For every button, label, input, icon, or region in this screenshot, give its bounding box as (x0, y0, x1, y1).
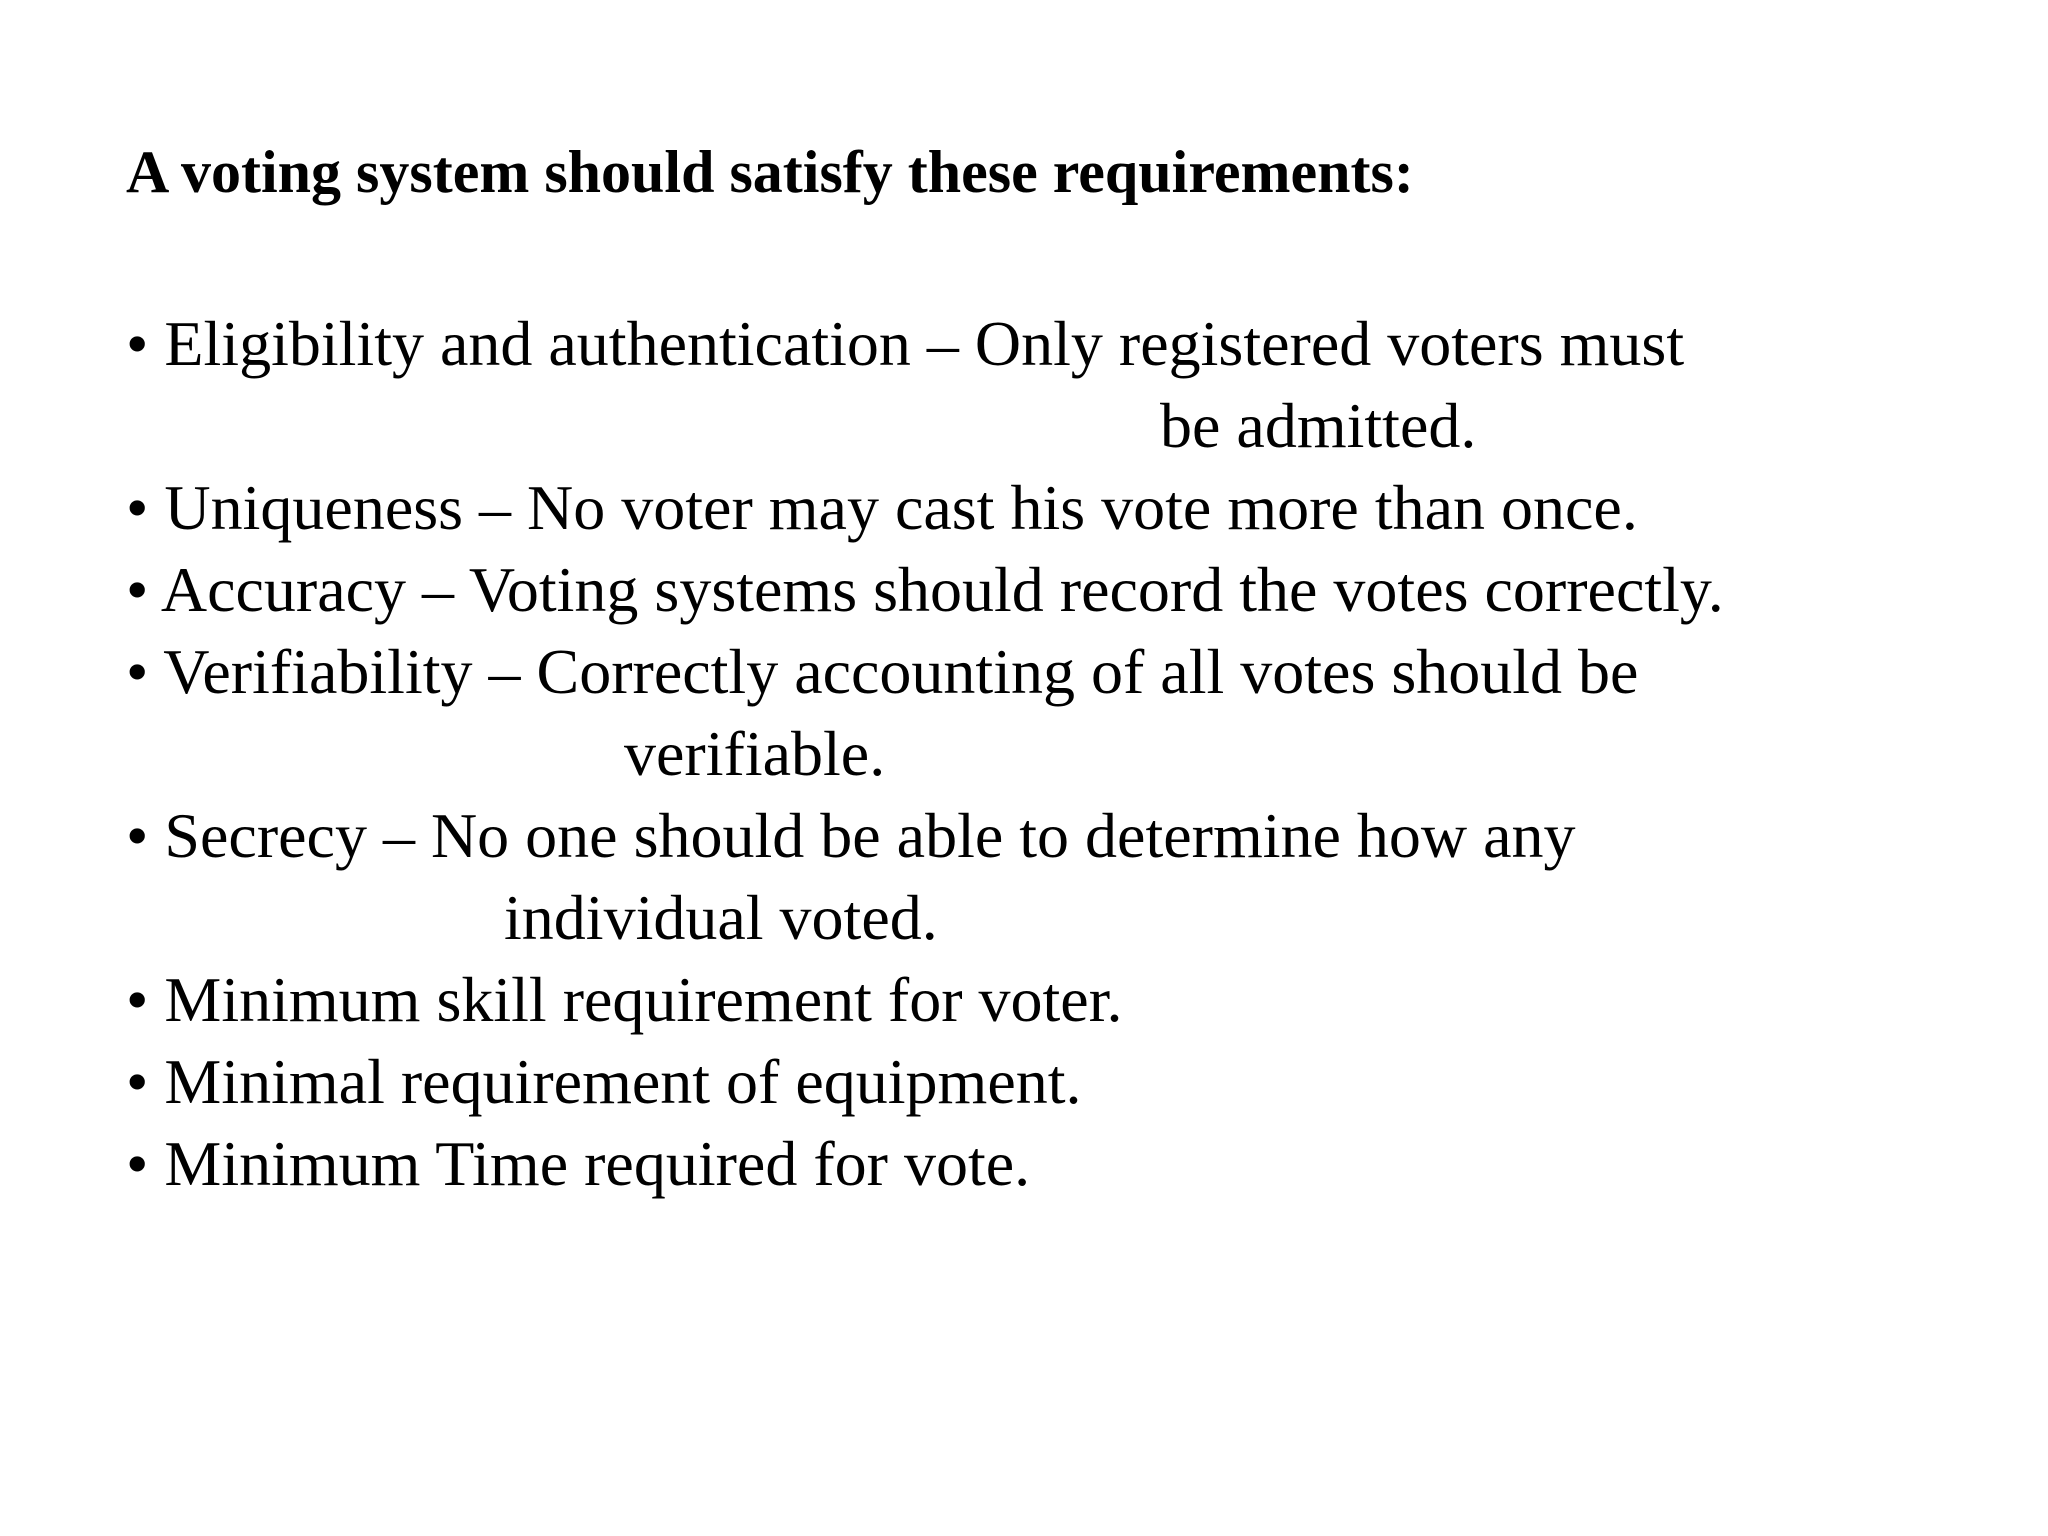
requirement-minimum-time: • Minimum Time required for vote. (126, 1128, 1031, 1199)
requirement-minimum-skill: • Minimum skill requirement for voter. (126, 964, 1123, 1035)
requirement-eligibility: • Eligibility and authentication – Only registered voters must (126, 308, 1685, 379)
requirement-secrecy: • Secrecy – No one should be able to determine how any (126, 800, 1576, 871)
requirement-minimal-equipment: • Minimal requirement of equipment. (126, 1046, 1082, 1117)
requirement-accuracy: • Accuracy – Voting systems should record the votes correctly. (126, 554, 1724, 625)
requirement-verifiability: • Verifiability – Correctly accounting of all votes should be (126, 636, 1639, 707)
requirement-verifiability-continued: verifiable. (624, 718, 886, 789)
slide-heading: A voting system should satisfy these requirements: (126, 139, 1414, 205)
requirement-uniqueness: • Uniqueness – No voter may cast his vote more than once. (126, 472, 1638, 543)
requirement-secrecy-continued: individual voted. (504, 882, 938, 953)
requirement-eligibility-continued: be admitted. (1160, 390, 1477, 461)
